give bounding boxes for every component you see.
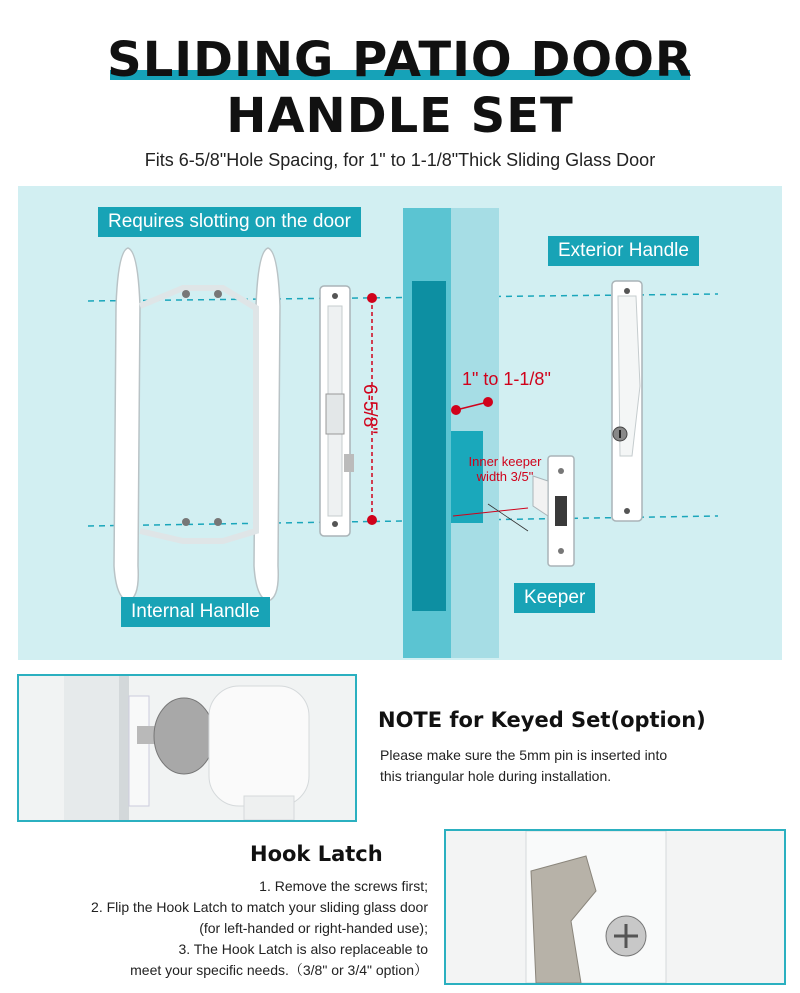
spacing-dimension-label: 6-5/8" [359, 383, 381, 435]
note-line1: Please make sure the 5mm pin is inserted into [380, 747, 668, 763]
label-requires-slotting: Requires slotting on the door [98, 207, 361, 237]
keyed-set-photo [17, 674, 357, 822]
latch-plate-image [320, 286, 354, 536]
hook-step-2: 2. Flip the Hook Latch to match your sliding glass door [91, 899, 428, 915]
label-internal-handle: Internal Handle [121, 597, 270, 627]
door-glass-section [403, 208, 499, 658]
hook-step-3b: meet your specific needs.（3/8" or 3/4" option） [130, 962, 428, 978]
internal-handle-image [114, 248, 280, 601]
keeper-note-line1: Inner keeper [468, 454, 542, 469]
page-title-line1: SLIDING PATIO DOOR [107, 32, 693, 88]
installation-diagram [18, 186, 782, 660]
page-title-line2: HANDLE SET [226, 88, 574, 144]
hook-latch-title: Hook Latch [250, 842, 383, 866]
note-title: NOTE for Keyed Set(option) [378, 708, 706, 732]
hook-latch-photo [444, 829, 786, 985]
note-body [380, 745, 740, 787]
thickness-dimension-label: 1" to 1-1/8" [462, 369, 551, 389]
hook-step-2b: (for left-handed or right-handed use); [199, 920, 428, 936]
exterior-handle-image [612, 281, 642, 521]
page-subtitle: Fits 6-5/8"Hole Spacing, for 1" to 1-1/8"Thick Sliding Glass Door [144, 150, 656, 170]
hook-step-3: 3. The Hook Latch is also replaceable to [178, 941, 428, 957]
keeper-note [450, 454, 560, 484]
label-keeper: Keeper [514, 583, 595, 613]
label-exterior-handle: Exterior Handle [548, 236, 699, 266]
keeper-note-line2: width 3/5" [476, 469, 534, 484]
note-line2: this triangular hole during installation. [380, 768, 612, 784]
hook-latch-steps [91, 876, 428, 981]
hook-step-1: 1. Remove the screws first; [259, 878, 428, 894]
